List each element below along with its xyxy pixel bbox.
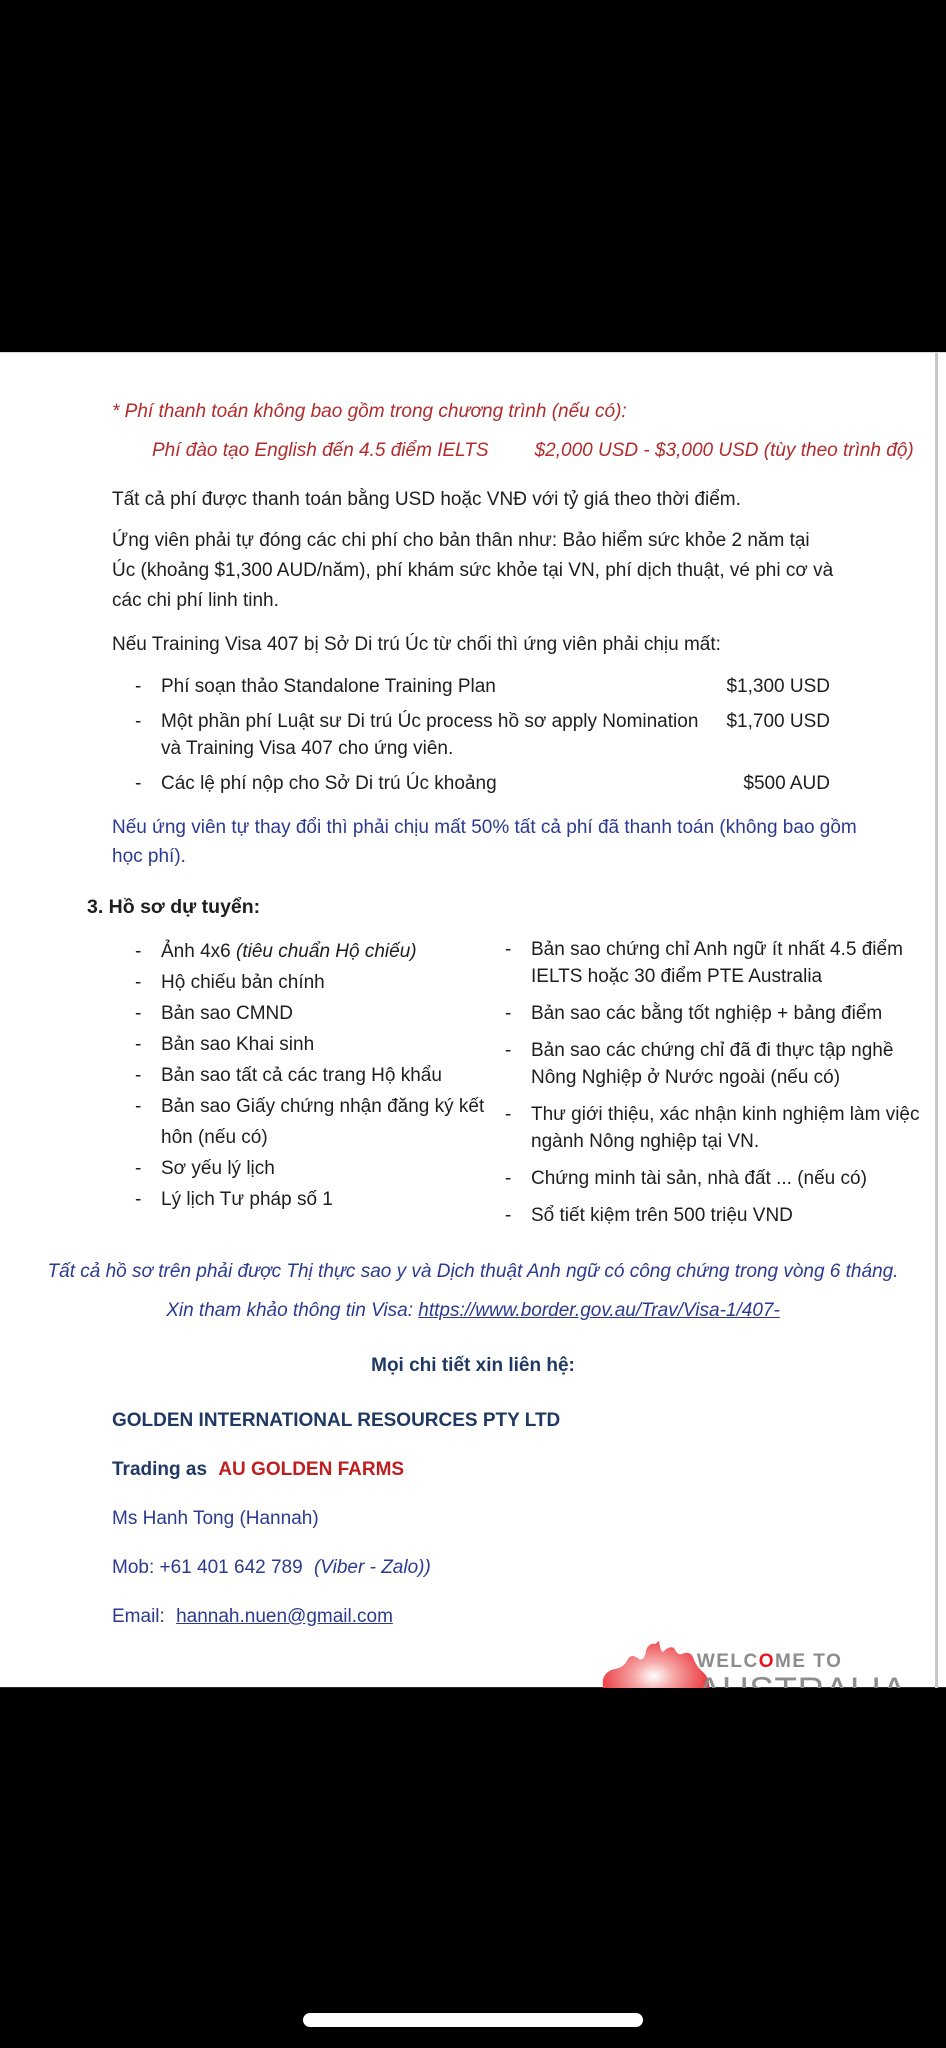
- list-item: [135, 770, 830, 797]
- bottom-letterbox: [0, 1688, 946, 2048]
- list-item: [135, 967, 485, 998]
- dossier-item-text: Thư giới thiệu, xác nhận kinh nghiệm làm việc ngành Nông nghiệp tại VN.: [531, 1104, 920, 1152]
- email-link[interactable]: hannah.nuen@gmail.com: [176, 1606, 393, 1627]
- list-item: [505, 1037, 925, 1091]
- section3-heading: 3. Hồ sơ dự tuyển:: [87, 896, 261, 918]
- list-item: [135, 673, 830, 700]
- dossier-item-text: Bản sao Khai sinh: [161, 1034, 315, 1055]
- company-name: GOLDEN INTERNATIONAL RESOURCES PTY LTD: [112, 1410, 561, 1431]
- mobile-number: Mob: +61 401 642 789: [112, 1557, 303, 1578]
- dash-bullet: -: [505, 1104, 512, 1125]
- dash-bullet: -: [135, 676, 142, 697]
- dash-bullet: -: [135, 1158, 142, 1179]
- list-item: [135, 708, 830, 762]
- document-page[interactable]: [0, 352, 946, 1688]
- refusal-intro-paragraph: Nếu Training Visa 407 bị Sở Di trú Úc từ chối thì ứng viên phải chịu mất:: [112, 634, 721, 655]
- dossier-item-text: Ảnh 4x6: [161, 941, 236, 962]
- list-item: [135, 936, 485, 967]
- refusal-item-text: Phí soạn thảo Standalone Training Plan: [161, 676, 496, 697]
- logo-red-o: O: [758, 1651, 776, 1672]
- list-item: [135, 1029, 485, 1060]
- fees-exclusion-note: * Phí thanh toán không bao gồm trong chương trình (nếu có):: [112, 401, 627, 422]
- list-item: [505, 936, 925, 990]
- dossier-item-text: Bản sao tất cả các trang Hộ khẩu: [161, 1065, 442, 1086]
- list-item: [135, 1153, 485, 1184]
- mobile-apps: (Viber - Zalo)): [313, 1557, 431, 1578]
- dash-bullet: -: [505, 1205, 512, 1226]
- english-fee-value: $2,000 USD - $3,000 USD (tùy theo trình độ): [534, 440, 914, 461]
- dash-bullet: -: [135, 972, 142, 993]
- english-training-fee-line: [152, 436, 946, 465]
- refusal-item-price: $1,700 USD: [726, 711, 830, 732]
- contact-heading: Mọi chi tiết xin liên hệ:: [371, 1355, 575, 1376]
- list-item: [505, 1101, 925, 1155]
- dossier-right-column: [505, 936, 925, 1239]
- self-change-penalty-note: Nếu ứng viên tự thay đổi thì phải chịu mất 50% tất cả phí đã thanh toán (không bao gồm học phí).: [112, 817, 857, 867]
- visa-reference-label: Xin tham khảo thông tin Visa:: [166, 1300, 419, 1321]
- dash-bullet: -: [135, 1065, 142, 1086]
- list-item: [505, 1202, 925, 1229]
- dash-bullet: -: [135, 1034, 142, 1055]
- refusal-item-price: $1,300 USD: [726, 676, 830, 697]
- dossier-item-text: Lý lịch Tư pháp số 1: [161, 1189, 333, 1210]
- dossier-columns: [135, 936, 946, 1239]
- dash-bullet: -: [135, 1096, 142, 1117]
- dossier-item-text: Bản sao các bằng tốt nghiệp + bảng điểm: [531, 1003, 883, 1024]
- trading-as-label: Trading as: [112, 1459, 208, 1480]
- home-indicator[interactable]: [303, 2013, 643, 2027]
- dossier-item-text: Bản sao chứng chỉ Anh ngữ ít nhất 4.5 điểm IELTS hoặc 30 điểm PTE Australia: [531, 939, 903, 987]
- list-item: [135, 1060, 485, 1091]
- dossier-left-column: [135, 936, 485, 1239]
- dash-bullet: -: [135, 773, 142, 794]
- payment-method-paragraph: Tất cả phí được thanh toán bằng USD hoặc VNĐ với tỷ giá theo thời điểm.: [112, 489, 741, 510]
- email-label: Email:: [112, 1606, 171, 1627]
- dash-bullet: -: [505, 1003, 512, 1024]
- list-item: [505, 1165, 925, 1192]
- dash-bullet: -: [505, 1168, 512, 1189]
- list-item: [135, 998, 485, 1029]
- dossier-item-text: Bản sao Giấy chứng nhận đăng ký kết hôn (nếu có): [161, 1096, 485, 1148]
- visa-reference-line: [20, 1296, 926, 1325]
- notarization-note: Tất cả hồ sơ trên phải được Thị thực sao y và Dịch thuật Anh ngữ có công chứng trong vòng 6 tháng.: [47, 1261, 899, 1282]
- trading-as-name: AU GOLDEN FARMS: [218, 1459, 405, 1480]
- dash-bullet: -: [505, 939, 512, 960]
- logo-welcome-pre: WELC: [696, 1651, 759, 1672]
- contact-person: Ms Hanh Tong (Hannah): [112, 1508, 319, 1529]
- list-item: [135, 1184, 485, 1215]
- logo-welcome-line: [697, 1652, 912, 1672]
- list-item: [135, 1091, 485, 1153]
- refusal-item-price: $500 AUD: [743, 773, 830, 794]
- dash-bullet: -: [135, 1189, 142, 1210]
- mobile-line: [112, 1553, 946, 1582]
- refusal-item-text: Một phần phí Luật sư Di trú Úc process hồ sơ apply Nomination và Training Visa 407 cho ứng viên.: [161, 711, 699, 759]
- document-content: [0, 353, 946, 1774]
- dossier-item-note: (tiêu chuẩn Hộ chiếu): [236, 941, 417, 962]
- dossier-item-text: Hộ chiếu bản chính: [161, 972, 325, 993]
- logo-welcome-post: ME TO: [775, 1651, 843, 1672]
- top-letterbox: [0, 0, 946, 352]
- dossier-item-text: Bản sao các chứng chỉ đã đi thực tập nghề Nông Nghiệp ở Nước ngoài (nếu có): [531, 1040, 894, 1088]
- dash-bullet: -: [135, 711, 142, 732]
- list-item: [505, 1000, 925, 1027]
- refusal-fees-list: [135, 673, 830, 797]
- self-paid-costs-paragraph: Ứng viên phải tự đóng các chi phí cho bản thân như: Bảo hiểm sức khỏe 2 năm tại Úc (khoảng $1,300 AUD/năm), phí khám sức khỏe tại VN, phí dịch thuật, vé phi cơ và các chi phí linh tinh.: [112, 530, 834, 611]
- dash-bullet: -: [505, 1040, 512, 1061]
- dossier-item-text: Sơ yếu lý lịch: [161, 1158, 275, 1179]
- trading-as-line: [112, 1455, 946, 1484]
- dossier-item-text: Bản sao CMND: [161, 1003, 293, 1024]
- dash-bullet: -: [135, 941, 142, 962]
- email-line: [112, 1602, 946, 1631]
- dossier-item-text: Chứng minh tài sản, nhà đất ... (nếu có): [531, 1168, 867, 1189]
- dash-bullet: -: [135, 1003, 142, 1024]
- english-fee-label: Phí đào tạo English đến 4.5 điểm IELTS: [152, 440, 489, 461]
- page-edge-line: [935, 353, 938, 1689]
- visa-info-link[interactable]: https://www.border.gov.au/Trav/Visa-1/407-: [418, 1300, 780, 1321]
- refusal-item-text: Các lệ phí nộp cho Sở Di trú Úc khoảng: [161, 773, 497, 794]
- dossier-item-text: Sổ tiết kiệm trên 500 triệu VND: [531, 1205, 793, 1226]
